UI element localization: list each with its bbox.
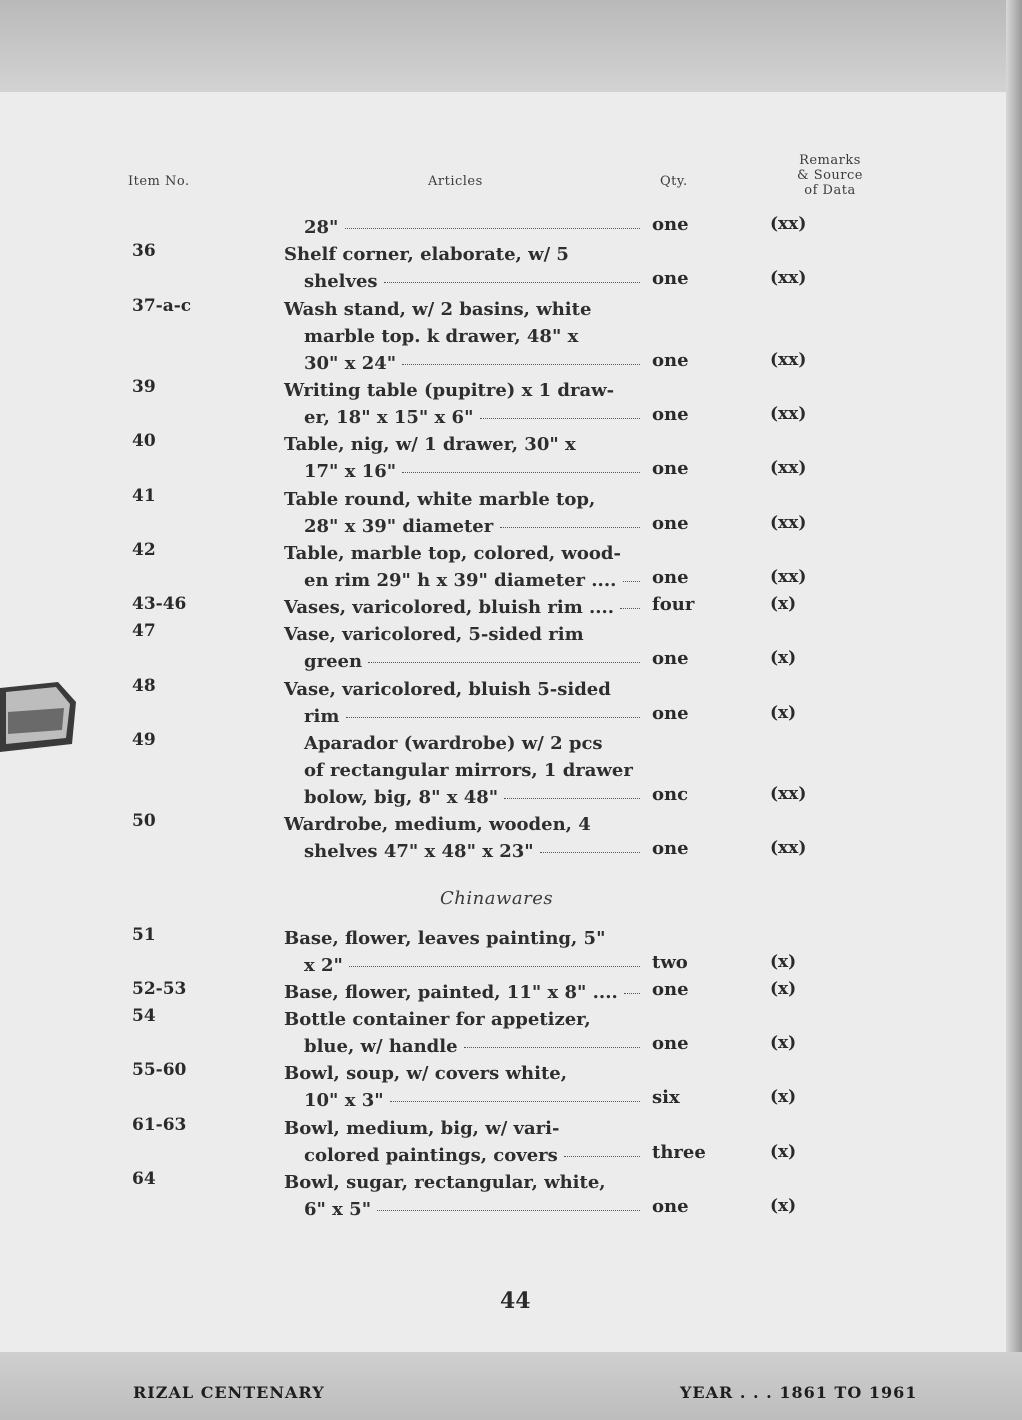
article-line: 6" x 5" [304, 1199, 372, 1220]
quantity: six [652, 1087, 680, 1108]
remarks-source: (x) [770, 1087, 797, 1107]
quantity: three [652, 1142, 706, 1163]
item-number: 37-a-c [132, 296, 192, 316]
quantity: one [652, 513, 689, 534]
article-line: blue, w/ handle [304, 1036, 458, 1057]
article-description [284, 730, 644, 811]
remarks-source: (x) [770, 1196, 797, 1216]
article-description [284, 979, 644, 1006]
remarks-source: (xx) [770, 350, 807, 370]
article-description [284, 676, 644, 730]
quantity: one [652, 703, 689, 724]
binder-clip-icon [0, 682, 78, 752]
article-line: Bottle container for appetizer, [284, 1009, 591, 1030]
article-line: Aparador (wardrobe) w/ 2 pcs [304, 733, 603, 754]
item-number: 39 [132, 377, 156, 397]
article-description [284, 486, 644, 540]
leader-dots [480, 417, 640, 419]
article-description [284, 594, 644, 621]
item-number: 52-53 [132, 979, 187, 999]
remarks-source: (xx) [770, 458, 807, 478]
leader-dots [346, 716, 640, 718]
article-line: marble top. k drawer, 48" x [304, 326, 579, 347]
article-description [284, 431, 644, 485]
scan-top-margin [0, 0, 1022, 95]
article-description [284, 1115, 644, 1169]
page-number: 44 [500, 1288, 531, 1314]
article-line: Shelf corner, elaborate, w/ 5 [284, 244, 569, 265]
quantity: one [652, 567, 689, 588]
item-number: 50 [132, 811, 156, 831]
article-line: Bowl, medium, big, w/ vari- [284, 1118, 560, 1139]
article-line: of rectangular mirrors, 1 drawer [304, 760, 633, 781]
quantity: one [652, 979, 689, 1000]
leader-dots [368, 661, 640, 663]
leader-dots [624, 992, 640, 994]
article-line: Table, nig, w/ 1 drawer, 30" x [284, 434, 576, 455]
article-line: Base, flower, leaves painting, 5" [284, 928, 606, 949]
quantity: onc [652, 784, 689, 805]
item-number: 55-60 [132, 1060, 187, 1080]
article-line: Wash stand, w/ 2 basins, white [284, 299, 592, 320]
item-number: 48 [132, 676, 156, 696]
article-line: Vases, varicolored, bluish rim .... [284, 597, 615, 618]
item-number: 36 [132, 241, 156, 261]
article-line: 28" [304, 217, 339, 238]
leader-dots [620, 607, 640, 609]
leader-dots [402, 471, 640, 473]
article-line: Vase, varicolored, 5-sided rim [284, 624, 584, 645]
quantity: one [652, 838, 689, 859]
article-line: 17" x 16" [304, 461, 397, 482]
article-line: colored paintings, covers [304, 1145, 558, 1166]
remarks-source: (xx) [770, 268, 807, 288]
article-description [284, 1060, 644, 1114]
article-description [284, 811, 644, 865]
leader-dots [377, 1209, 640, 1211]
item-number: 51 [132, 925, 156, 945]
item-number: 43-46 [132, 594, 187, 614]
article-line: en rim 29" h x 39" diameter .... [304, 570, 617, 591]
article-description [284, 214, 644, 241]
article-line: Bowl, sugar, rectangular, white, [284, 1172, 606, 1193]
remarks-source: (x) [770, 1142, 797, 1162]
article-line: Table round, white marble top, [284, 489, 596, 510]
article-line: Table, marble top, colored, wood- [284, 543, 621, 564]
quantity: one [652, 648, 689, 669]
leader-dots [464, 1046, 640, 1048]
leader-dots [349, 965, 640, 967]
quantity: one [652, 1033, 689, 1054]
header-remarks [780, 153, 880, 198]
article-line: shelves [304, 271, 378, 292]
article-line: 30" x 24" [304, 353, 397, 374]
article-description [284, 621, 644, 675]
remarks-source: (x) [770, 594, 797, 614]
quantity: one [652, 404, 689, 425]
leader-dots [390, 1100, 640, 1102]
footer-left-text: RIZAL CENTENARY [133, 1383, 325, 1402]
item-number: 47 [132, 621, 156, 641]
quantity: one [652, 1196, 689, 1217]
header-item-no: Item No. [128, 174, 190, 189]
remarks-source: (x) [770, 648, 797, 668]
remarks-source: (xx) [770, 567, 807, 587]
remarks-source: (xx) [770, 404, 807, 424]
quantity: one [652, 268, 689, 289]
remarks-source: (xx) [770, 784, 807, 804]
item-number: 64 [132, 1169, 156, 1189]
remarks-source: (x) [770, 979, 797, 999]
header-remarks-line2: & Source [797, 168, 863, 183]
remarks-source: (xx) [770, 838, 807, 858]
leader-dots [504, 797, 640, 799]
leader-dots [540, 851, 640, 853]
remarks-source: (x) [770, 952, 797, 972]
header-qty: Qty. [660, 174, 688, 189]
article-line: shelves 47" x 48" x 23" [304, 841, 534, 862]
article-line: Bowl, soup, w/ covers white, [284, 1063, 567, 1084]
remarks-source: (xx) [770, 214, 807, 234]
article-description [284, 241, 644, 295]
item-number: 49 [132, 730, 156, 750]
remarks-source: (xx) [770, 513, 807, 533]
article-line: Writing table (pupitre) x 1 draw- [284, 380, 615, 401]
article-line: green [304, 651, 363, 672]
item-number: 41 [132, 486, 156, 506]
quantity: two [652, 952, 688, 973]
leader-dots [500, 526, 640, 528]
article-line: er, 18" x 15" x 6" [304, 407, 474, 428]
article-description [284, 296, 644, 377]
article-line: bolow, big, 8" x 48" [304, 787, 499, 808]
article-line: x 2" [304, 955, 343, 976]
article-line: 28" x 39" diameter [304, 516, 494, 537]
leader-dots [384, 281, 640, 283]
footer-right-text: YEAR . . . 1861 TO 1961 [680, 1383, 918, 1402]
item-number: 40 [132, 431, 156, 451]
leader-dots [564, 1155, 640, 1157]
header-remarks-line1: Remarks [799, 153, 861, 168]
header-remarks-line3: of Data [804, 183, 856, 198]
scan-right-edge [1006, 0, 1022, 1420]
article-line: Wardrobe, medium, wooden, 4 [284, 814, 591, 835]
article-line: 10" x 3" [304, 1090, 384, 1111]
item-number: 42 [132, 540, 156, 560]
quantity: one [652, 214, 689, 235]
quantity: four [652, 594, 695, 615]
quantity: one [652, 458, 689, 479]
article-line: Base, flower, painted, 11" x 8" .... [284, 982, 618, 1003]
remarks-source: (x) [770, 1033, 797, 1053]
quantity: one [652, 350, 689, 371]
article-description [284, 377, 644, 431]
article-description [284, 540, 644, 594]
header-articles: Articles [428, 174, 483, 189]
leader-dots [345, 227, 640, 229]
item-number: 61-63 [132, 1115, 187, 1135]
article-line: rim [304, 706, 340, 727]
item-number: 54 [132, 1006, 156, 1026]
article-description [284, 1169, 644, 1223]
article-description [284, 1006, 644, 1060]
leader-dots [402, 363, 640, 365]
section-title-chinawares: Chinawares [440, 888, 554, 909]
article-line: Vase, varicolored, bluish 5-sided [284, 679, 611, 700]
article-description [284, 925, 644, 979]
remarks-source: (x) [770, 703, 797, 723]
leader-dots [623, 580, 640, 582]
